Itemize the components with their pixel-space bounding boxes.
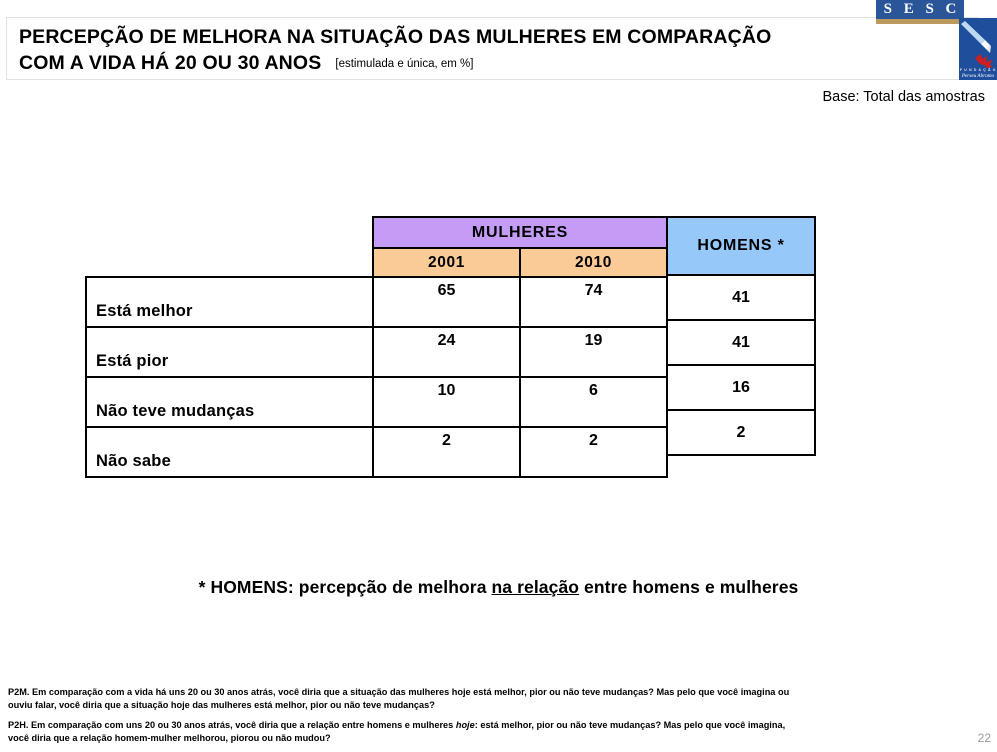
- table-row: [86, 377, 667, 427]
- table-row: [667, 320, 815, 365]
- corner-blank-cell: [86, 217, 373, 248]
- homens-footnote-underlined: na relação: [491, 577, 580, 597]
- table-row: [86, 327, 667, 377]
- question-p2m-line1: P2M. Em comparação com a vida há uns 20 ou 30 anos atrás, você diria que a situação das mulheres hoje está melhor, pior ou não teve mudanças? Mas pelo que você imagina ou: [8, 687, 790, 697]
- fundacao-logo-caption: F U N D A Ç Ã O: [959, 68, 997, 72]
- fundacao-perseu-abramo-logo: [959, 18, 997, 80]
- header-homens: HOMENS *: [667, 217, 815, 275]
- slide-title-subnote: [estimulada e única, em %]: [335, 58, 474, 70]
- table-row: [86, 427, 667, 477]
- table-row: [86, 277, 667, 327]
- slide-title-line-2: [19, 50, 977, 79]
- cell-homens: 2: [667, 410, 815, 455]
- base-note: Base: Total das amostras: [822, 89, 985, 105]
- table-header-men-row: [667, 217, 815, 275]
- row-label: Está pior: [86, 327, 373, 377]
- sesc-logo-text: S E S C: [883, 1, 961, 17]
- cell-mulheres-2001: 10: [373, 377, 520, 427]
- cell-mulheres-2010: 2: [520, 427, 667, 477]
- page-number: 22: [977, 731, 991, 745]
- homens-footnote: [0, 577, 997, 598]
- homens-footnote-suffix: entre homens e mulheres: [579, 577, 799, 597]
- mulheres-data-table: [85, 216, 668, 478]
- table-row: [667, 275, 815, 320]
- question-footnotes: [8, 686, 986, 752]
- question-p2m: [8, 686, 986, 711]
- slide-title-line-2-text: COM A VIDA HÁ 20 OU 30 ANOS: [19, 52, 322, 74]
- homens-footnote-prefix: * HOMENS: percepção de melhora: [198, 577, 492, 597]
- question-p2h-emphasis: hoje: [455, 720, 475, 730]
- header-year-2001: 2001: [373, 248, 520, 277]
- row-label: Está melhor: [86, 277, 373, 327]
- slide-title-box: [6, 17, 978, 80]
- question-p2h-line2: você diria que a relação homem-mulher melhorou, piorou ou não mudou?: [8, 732, 331, 743]
- question-p2m-line2: ouviu falar, você diria que a situação hoje das mulheres está melhor, pior ou não teve mudanças?: [8, 699, 435, 710]
- cell-homens: 41: [667, 320, 815, 365]
- cell-mulheres-2010: 19: [520, 327, 667, 377]
- cell-homens: 16: [667, 365, 815, 410]
- header-mulheres: MULHERES: [373, 217, 667, 248]
- cell-mulheres-2001: 24: [373, 327, 520, 377]
- cell-homens: 41: [667, 275, 815, 320]
- cell-mulheres-2010: 6: [520, 377, 667, 427]
- row-label: Não teve mudanças: [86, 377, 373, 427]
- fundacao-logo-name: Perseu Abramo: [961, 73, 995, 79]
- table-row: [667, 365, 815, 410]
- table-row: [667, 410, 815, 455]
- question-p2h-line1-pre: P2H. Em comparação com uns 20 ou 30 anos atrás, você diria que a relação entre homens e mulheres: [8, 720, 456, 730]
- cell-mulheres-2001: 65: [373, 277, 520, 327]
- homens-data-table: [666, 216, 816, 456]
- row-label: Não sabe: [86, 427, 373, 477]
- table-header-year-row: [86, 248, 667, 277]
- table-header-group-row: [86, 217, 667, 248]
- cell-mulheres-2001: 2: [373, 427, 520, 477]
- header-year-2010: 2010: [520, 248, 667, 277]
- corner-blank-cell-2: [86, 248, 373, 277]
- cell-mulheres-2010: 74: [520, 277, 667, 327]
- question-p2h-line1-post: : está melhor, pior ou não teve mudanças? Mas pelo que você imagina,: [474, 720, 786, 730]
- slide-title-line-1: PERCEPÇÃO DE MELHORA NA SITUAÇÃO DAS MULHERES EM COMPARAÇÃO: [19, 26, 772, 48]
- sesc-logo: [876, 0, 964, 24]
- question-p2h: [8, 719, 986, 744]
